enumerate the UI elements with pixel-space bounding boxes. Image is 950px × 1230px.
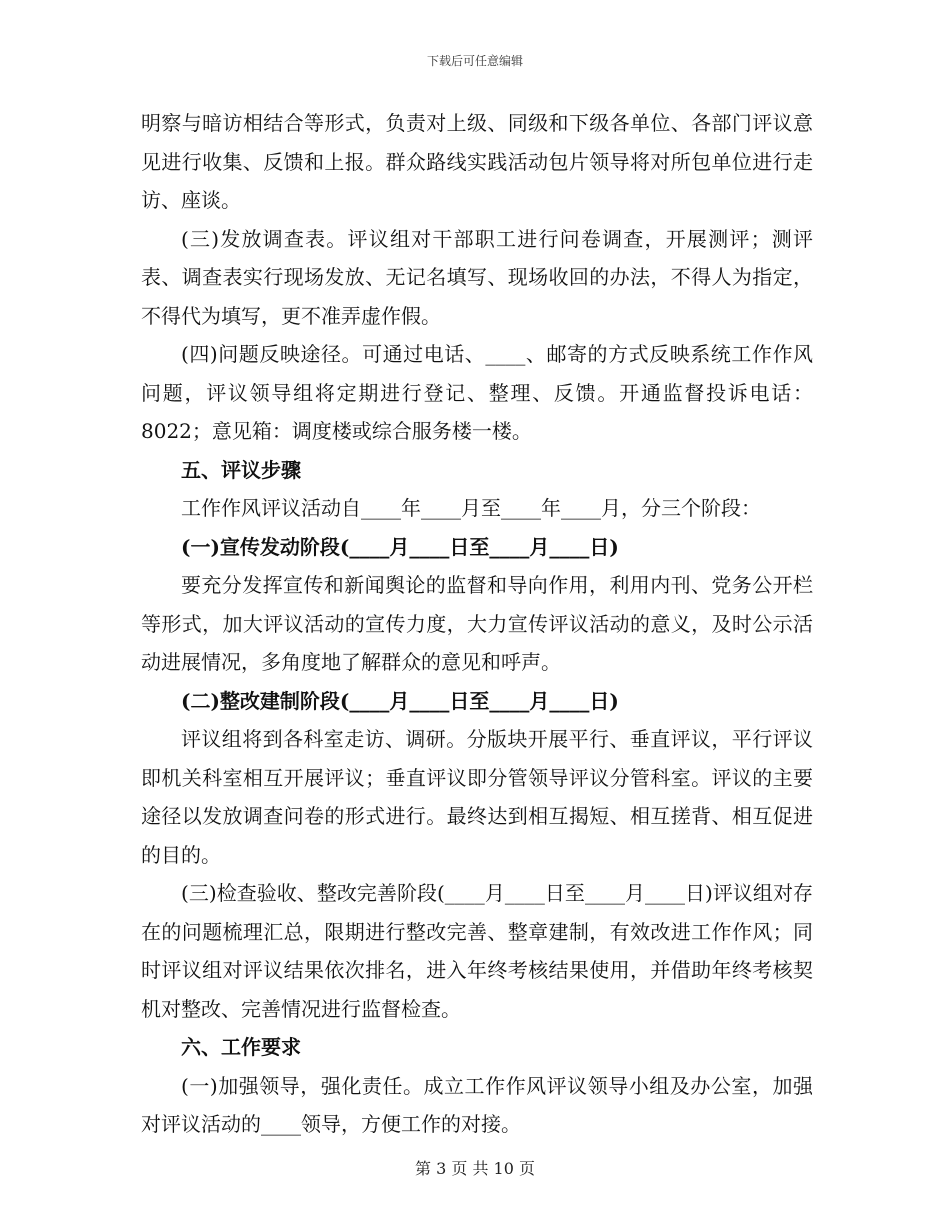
paragraph-schedule: 工作作风评议活动自____年____月至____年____月，分三个阶段： <box>181 496 761 520</box>
section-heading-5: 五、评议步骤 <box>181 457 301 482</box>
paragraph-3: (四)问题反映途径。可通过电话、____、邮寄的方式反映系统工作作风问题，评议领导组将定期进行登记、整理、反馈。开通监督投诉电话：8022；意见箱：调度楼或综合服务楼一楼。 <box>141 342 813 443</box>
paragraph-stage-2: 评议组将到各科室走访、调研。分版块开展平行、垂直评议，平行评议即机关科室相互开展评议；垂直评议即分管领导评议分管科室。评议的主要途径以发放调查问卷的形式进行。最终达到相互揭短、相互搓背、相互促进的目的。 <box>141 727 813 867</box>
paragraph-requirement-1: (一)加强领导，强化责任。成立工作作风评议领导小组及办公室，加强对评议活动的____领导，方便工作的对接。 <box>141 1073 813 1136</box>
document-body <box>141 104 813 1144</box>
paragraph-2: (三)发放调查表。评议组对干部职工进行问卷调查，开展测评；测评表、调查表实行现场发放、无记名填写、现场收回的办法，不得人为指定，不得代为填写，更不准弄虚作假。 <box>141 226 813 328</box>
page-number: 第 3 页 共 10 页 <box>415 1159 535 1178</box>
page-header-note: 下载后可任意编辑 <box>426 54 523 68</box>
paragraph-1: 明察与暗访相结合等形式，负责对上级、同级和下级各单位、各部门评议意见进行收集、反馈和上报。群众路线实践活动包片领导将对所包单位进行走访、座谈。 <box>141 111 813 212</box>
paragraph-stage-1: 要充分发挥宣传和新闻舆论的监督和导向作用，利用内刊、党务公开栏等形式，加大评议活动的宣传力度，大力宣传评议活动的意义，及时公示活动进展情况，多角度地了解群众的意见和呼声。 <box>141 573 813 674</box>
subheading-stage-2: (二)整改建制阶段(____月____日至____月____日) <box>181 688 619 713</box>
section-heading-6: 六、工作要求 <box>181 1035 301 1059</box>
paragraph-stage-3: (三)检查验收、整改完善阶段(____月____日至____月____日)评议组对存在的问题梳理汇总，限期进行整改完善、整章建制，有效改进工作作风；同时评议组对评议结果依次排名，进入年终考核结果使用，并借助年终考核契机对整改、完善情况进行监督检查。 <box>141 881 813 1021</box>
subheading-stage-1: (一)宣传发动阶段(____月____日至____月____日) <box>181 534 619 559</box>
